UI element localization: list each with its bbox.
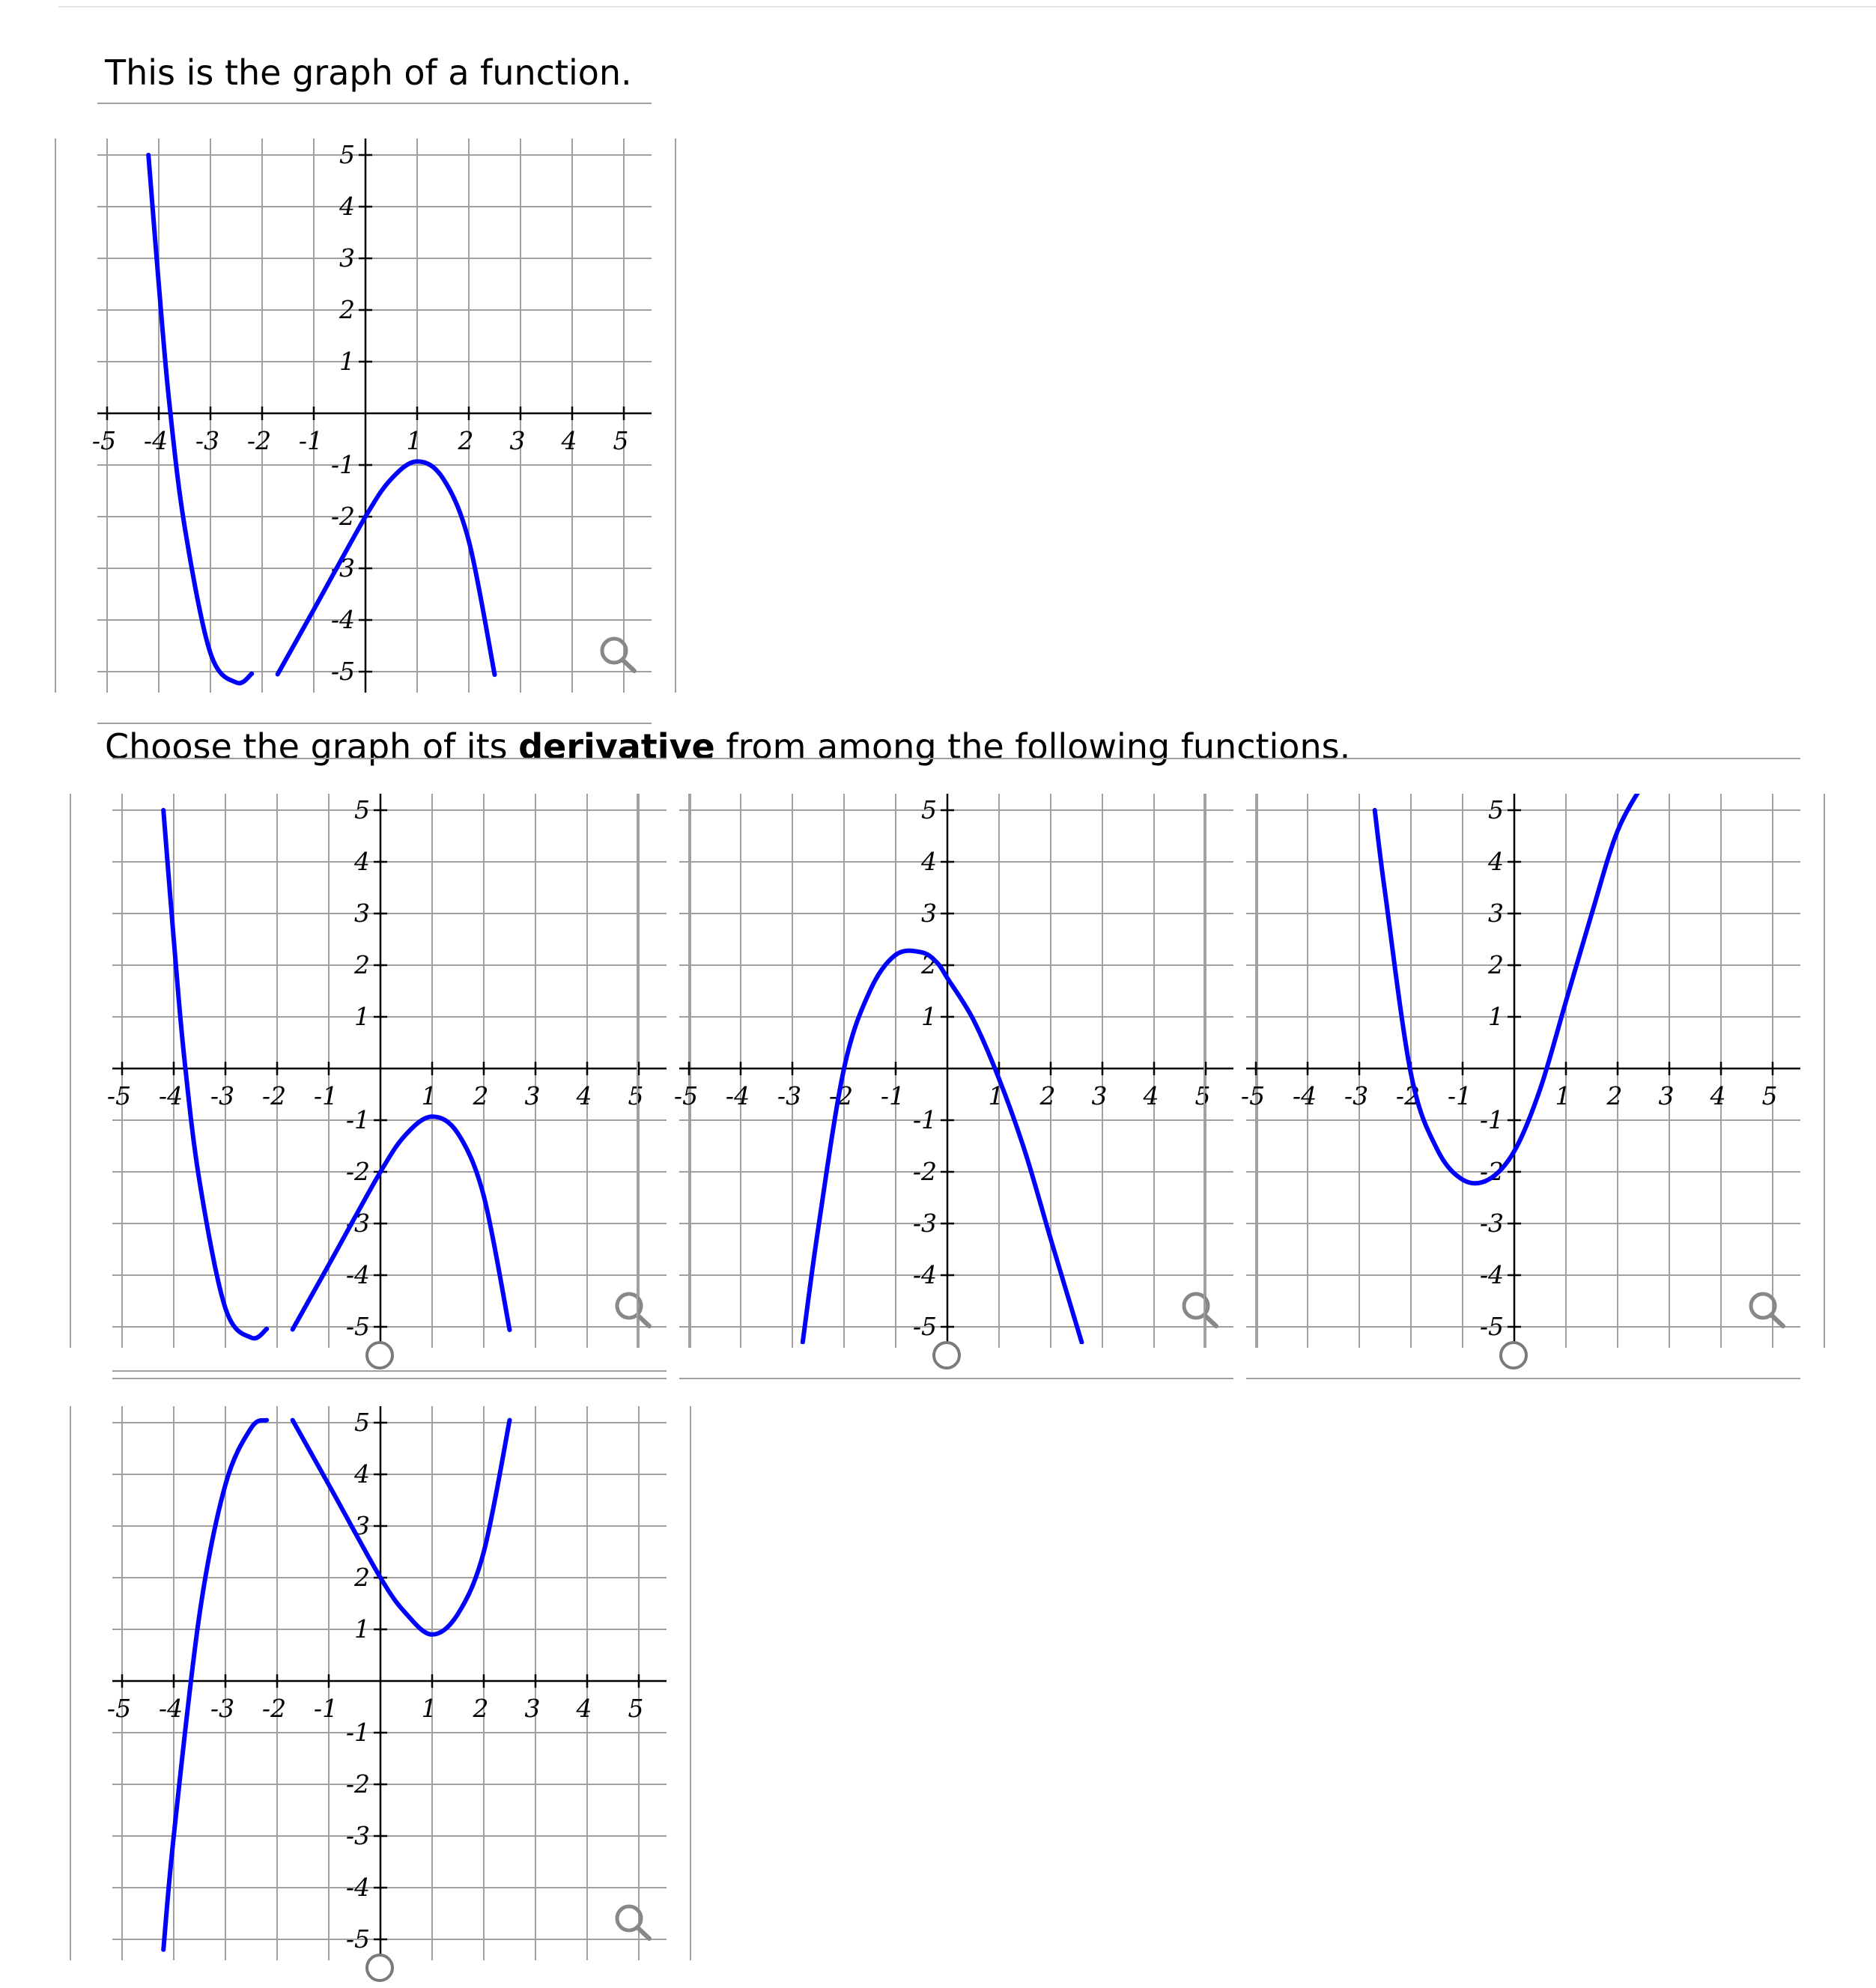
x-tick-label: 3	[509, 426, 526, 455]
x-tick-label: -1	[1447, 1081, 1472, 1110]
y-tick-label: 5	[354, 795, 370, 824]
curve-series	[293, 1420, 510, 1635]
y-tick-label: 3	[921, 899, 937, 928]
y-tick-label: -3	[345, 1821, 370, 1850]
chart-svg	[91, 139, 652, 693]
y-tick-label: -1	[1479, 1105, 1504, 1134]
chart-svg	[106, 794, 667, 1348]
x-tick-label: 5	[1194, 1081, 1211, 1110]
y-tick-label: -4	[912, 1260, 937, 1289]
x-tick-label: -2	[246, 426, 272, 455]
x-tick-label: -5	[91, 426, 117, 455]
x-tick-label: -3	[1344, 1081, 1369, 1110]
y-tick-label: -4	[345, 1873, 370, 1902]
x-tick-label: -3	[210, 1081, 235, 1110]
y-tick-label: -5	[345, 1924, 370, 1954]
y-tick-label: 2	[354, 1563, 370, 1592]
y-tick-label: 3	[354, 1511, 370, 1540]
y-tick-label: -5	[912, 1312, 937, 1341]
x-tick-label: 1	[421, 1081, 437, 1110]
option-d-graph	[106, 1406, 667, 1960]
x-tick-label: -3	[195, 426, 220, 455]
x-tick-label: 1	[988, 1081, 1004, 1110]
y-tick-label: -3	[330, 553, 355, 583]
y-tick-label: -5	[345, 1312, 370, 1341]
x-tick-label: 3	[1091, 1081, 1108, 1110]
y-tick-label: 2	[1488, 950, 1504, 979]
y-tick-label: -5	[1479, 1312, 1504, 1341]
x-tick-label: -4	[725, 1081, 750, 1110]
x-tick-label: 5	[628, 1081, 644, 1110]
y-tick-label: -1	[330, 450, 355, 479]
x-tick-label: 1	[406, 426, 422, 455]
option-a-radio[interactable]	[365, 1341, 394, 1370]
y-tick-label: 3	[1488, 899, 1504, 928]
x-tick-label: -2	[828, 1081, 854, 1110]
x-tick-label: -2	[261, 1694, 287, 1723]
x-tick-label: 4	[1143, 1081, 1159, 1110]
x-tick-label: -1	[880, 1081, 905, 1110]
chart-svg	[673, 794, 1233, 1348]
y-tick-label: 2	[339, 295, 355, 324]
option-d-radio[interactable]	[365, 1954, 394, 1982]
x-tick-label: 2	[1039, 1081, 1056, 1110]
x-tick-label: -2	[1395, 1081, 1421, 1110]
option-a-graph	[106, 794, 667, 1348]
y-tick-label: -1	[345, 1105, 370, 1134]
y-tick-label: 5	[339, 140, 355, 169]
curve-series	[1375, 779, 1646, 1184]
instruction-keyword: derivative	[518, 726, 715, 767]
y-tick-label: 5	[1488, 795, 1504, 824]
instruction-text-start: Choose the graph of its	[105, 726, 519, 767]
chart-svg	[106, 1406, 667, 1960]
y-tick-label: 1	[1488, 1002, 1504, 1031]
y-tick-label: -2	[1479, 1157, 1504, 1186]
y-tick-label: 4	[339, 192, 355, 221]
y-tick-label: 1	[354, 1002, 370, 1031]
question-instruction	[105, 726, 1350, 767]
x-tick-label: 2	[473, 1694, 489, 1723]
curves	[163, 810, 509, 1338]
y-tick-label: 4	[921, 847, 937, 876]
x-tick-label: -5	[673, 1081, 699, 1110]
curves	[1375, 779, 1646, 1184]
y-tick-label: -3	[912, 1209, 937, 1238]
y-tick-label: -4	[330, 605, 355, 634]
y-tick-label: -1	[912, 1105, 937, 1134]
x-tick-label: -5	[1240, 1081, 1266, 1110]
y-tick-label: 3	[339, 243, 355, 273]
option-c-graph	[1240, 794, 1800, 1348]
y-tick-label: -2	[912, 1157, 937, 1186]
x-tick-label: -5	[106, 1081, 132, 1110]
x-tick-label: -2	[261, 1081, 287, 1110]
function-graph	[91, 139, 652, 693]
x-tick-label: 5	[628, 1694, 644, 1723]
magnifier-icon[interactable]	[1184, 1294, 1216, 1326]
y-tick-label: 5	[921, 795, 937, 824]
chart-svg	[1240, 794, 1800, 1348]
x-tick-label: 3	[524, 1694, 541, 1723]
x-tick-label: -4	[143, 426, 169, 455]
x-tick-label: 4	[561, 426, 577, 455]
x-tick-label: 2	[458, 426, 474, 455]
x-tick-label: -4	[1292, 1081, 1317, 1110]
y-tick-label: -2	[345, 1157, 370, 1186]
option-b-radio[interactable]	[932, 1341, 961, 1370]
question-intro: This is the graph of a function.	[105, 52, 632, 93]
x-tick-label: -3	[777, 1081, 802, 1110]
curve-series	[163, 810, 267, 1338]
x-tick-label: 2	[473, 1081, 489, 1110]
option-b-graph	[673, 794, 1233, 1348]
curve-series	[148, 155, 252, 683]
y-tick-label: -4	[1479, 1260, 1504, 1289]
y-tick-label: 3	[354, 899, 370, 928]
x-tick-label: -4	[158, 1694, 183, 1723]
x-tick-label: 4	[576, 1694, 592, 1723]
curves	[163, 1420, 509, 1950]
x-tick-label: -1	[313, 1694, 339, 1723]
x-tick-label: 1	[421, 1694, 437, 1723]
x-tick-label: 5	[613, 426, 629, 455]
magnifier-icon[interactable]	[1751, 1294, 1783, 1326]
x-tick-label: -4	[158, 1081, 183, 1110]
y-tick-label: -2	[345, 1769, 370, 1799]
y-tick-label: -4	[345, 1260, 370, 1289]
y-tick-label: 1	[921, 1002, 937, 1031]
y-tick-label: 4	[354, 847, 370, 876]
y-tick-label: -1	[345, 1718, 370, 1747]
y-tick-label: 5	[354, 1408, 370, 1437]
x-tick-label: -3	[210, 1694, 235, 1723]
y-tick-label: 2	[354, 950, 370, 979]
y-tick-label: 4	[1488, 847, 1504, 876]
y-tick-label: -5	[330, 657, 355, 686]
curves	[148, 155, 494, 683]
magnifier-icon[interactable]	[617, 1294, 649, 1326]
x-tick-label: 4	[1710, 1081, 1726, 1110]
x-tick-label: 1	[1555, 1081, 1571, 1110]
x-tick-label: 4	[576, 1081, 592, 1110]
x-tick-label: 2	[1606, 1081, 1623, 1110]
y-tick-label: 1	[339, 347, 355, 376]
magnifier-icon[interactable]	[617, 1906, 649, 1939]
instruction-text-end: from among the following functions.	[714, 726, 1351, 767]
magnifier-icon[interactable]	[602, 639, 634, 671]
x-tick-label: -1	[313, 1081, 339, 1110]
x-tick-label: 3	[524, 1081, 541, 1110]
x-tick-label: -5	[106, 1694, 132, 1723]
y-tick-label: 4	[354, 1459, 370, 1489]
curve-series	[163, 1420, 267, 1950]
top-divider	[58, 6, 1876, 7]
y-tick-label: -2	[330, 502, 355, 531]
y-tick-label: 2	[921, 950, 937, 979]
y-tick-label: -3	[345, 1209, 370, 1238]
option-c-radio[interactable]	[1499, 1341, 1528, 1370]
x-tick-label: 3	[1658, 1081, 1675, 1110]
x-tick-label: 5	[1761, 1081, 1778, 1110]
y-tick-label: -3	[1479, 1209, 1504, 1238]
y-tick-label: 1	[354, 1614, 370, 1644]
x-tick-label: -1	[298, 426, 324, 455]
